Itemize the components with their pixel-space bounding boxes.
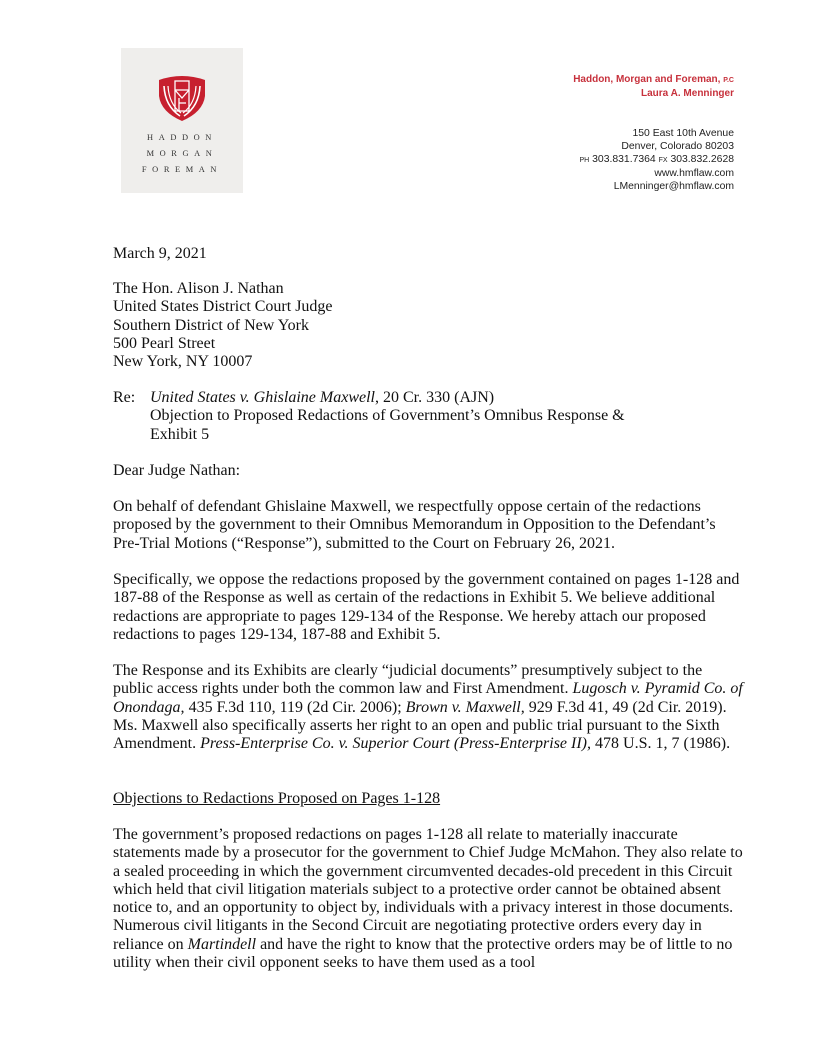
re-subject: Objection to Proposed Redactions of Government’s Omnibus Response & xyxy=(150,407,625,425)
website-link[interactable]: www.hmflaw.com xyxy=(654,168,734,179)
address-line: Denver, Colorado 80203 xyxy=(621,141,734,152)
paragraph-text: The Response and its Exhibits are clearly “judicial documents” presumptively subject to the public access rights under both the common law and First Amendment. xyxy=(113,662,703,698)
recipient-line: United States District Court Judge xyxy=(113,298,333,316)
case-citation: Martindell xyxy=(187,935,257,953)
case-citation: Press-Enterprise Co. v. Superior Court (Press-Enterprise II), xyxy=(200,735,592,753)
paragraph-text: The government’s proposed redactions on pages 1-128 all relate to materially inaccurate statements made by a prosecutor for the government to Chief Judge McMahon. They also relate to a sealed proceeding in which the government circumvented decades-old precedent in this Circuit which held that civil litigation materials subject to a protective order cannot be obtained absent notice to, and an opportunity to object by, individuals with a privacy interest in those documents. Numerous civil litigants in the Second Circuit are negotiating protective orders every day in reliance on xyxy=(113,826,743,953)
recipient-block xyxy=(113,280,743,371)
paragraph-text: 435 F.3d 110, 119 (2d Cir. 2006); xyxy=(184,698,406,716)
letterhead-contact xyxy=(580,127,734,193)
fax-label: FX xyxy=(658,157,668,164)
paragraph: Specifically, we oppose the redactions proposed by the government contained on pages 1-128 and 187-88 of the Response as well as certain of the redactions in Exhibit 5. We believe additional redactions are appropriate to pages 129-134 of the Response. We hereby attach our proposed redactions to pages 129-134, 187-88 and Exhibit 5. xyxy=(113,571,740,643)
attorney-name: Laura A. Menninger xyxy=(641,88,734,99)
recipient-line: The Hon. Alison J. Nathan xyxy=(113,280,284,297)
case-citation: Lugosch v. Pyramid Co. of Onondaga, xyxy=(113,680,743,716)
logo-name-line: FOREMAN xyxy=(141,165,223,174)
fax-number: 303.832.2628 xyxy=(670,154,734,165)
re-block xyxy=(113,389,743,444)
case-number: , 20 Cr. 330 (AJN) xyxy=(375,389,495,406)
paragraph xyxy=(113,662,743,753)
logo-name-line: HADDON xyxy=(147,133,217,142)
phone-fax-line xyxy=(580,153,734,167)
logo-name-line: MORGAN xyxy=(146,149,218,158)
firm-suffix: P.C xyxy=(723,77,734,84)
firm-name: Haddon, Morgan and Foreman, xyxy=(573,74,721,85)
phone-number: 303.831.7364 xyxy=(592,154,656,165)
paragraph xyxy=(113,826,743,972)
phone-label: PH xyxy=(579,157,590,164)
firm-logo xyxy=(121,48,243,193)
paragraph-text: 478 U.S. 1, 7 (1986). xyxy=(591,735,731,753)
salutation: Dear Judge Nathan: xyxy=(113,462,241,479)
case-citation: Brown v. Maxwell, xyxy=(405,698,525,716)
re-subject: Exhibit 5 xyxy=(150,425,210,443)
re-label: Re: xyxy=(113,389,136,406)
case-name: United States v. Ghislaine Maxwell xyxy=(150,389,375,406)
address-line: 150 East 10th Avenue xyxy=(632,128,734,139)
hmf-shield-monogram-icon xyxy=(155,74,209,122)
recipient-line: Southern District of New York xyxy=(113,316,309,334)
letterhead-firm xyxy=(573,73,734,100)
paragraph-text: 929 F.3d 41, 49 (2d Cir. 2019). Ms. Maxwell also specifically asserts her right to an open and public trial pursuant to the Sixth Amendment. xyxy=(113,698,727,753)
recipient-line: 500 Pearl Street xyxy=(113,334,216,352)
paragraph-text: and have the right to know that the protective orders may be of little to no utility when their civil opponent seeks to have them used as a tool xyxy=(113,935,733,972)
section-heading: Objections to Redactions Proposed on Pages 1-128 xyxy=(113,790,441,807)
email-link[interactable]: LMenninger@hmflaw.com xyxy=(613,181,734,192)
paragraph: On behalf of defendant Ghislaine Maxwell, we respectfully oppose certain of the redactions proposed by the government to their Omnibus Memorandum in Opposition to the Defendant’s Pre-Trial Motions (“Response”), submitted to the Court on February 26, 2021. xyxy=(113,498,716,552)
letter-date: March 9, 2021 xyxy=(113,245,207,262)
recipient-line: New York, NY 10007 xyxy=(113,353,253,371)
